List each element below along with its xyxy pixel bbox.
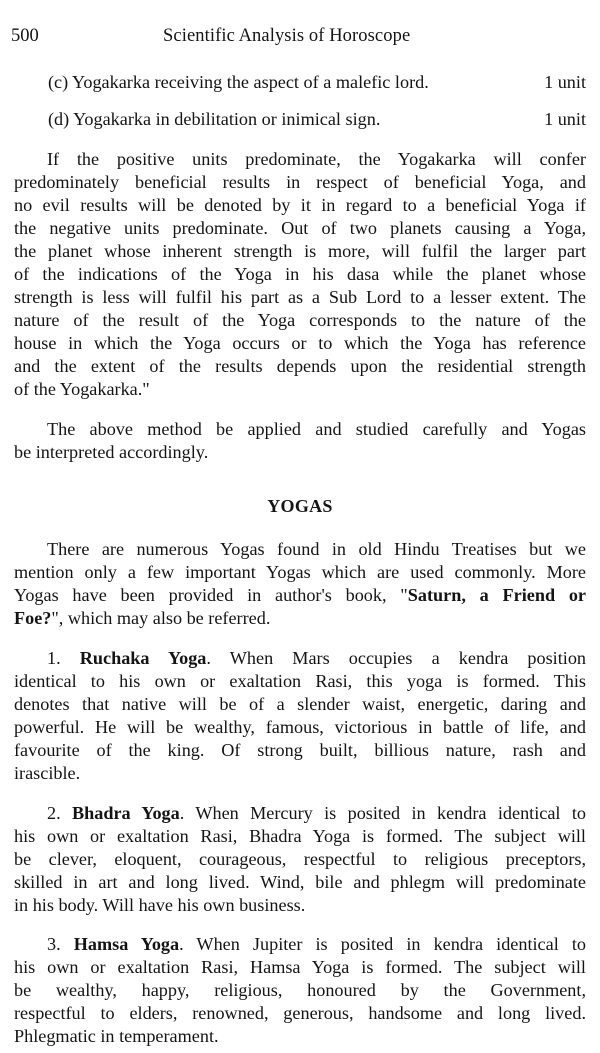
text-run: . When Mercury is posited in kendra identical to bbox=[179, 803, 586, 823]
paragraph-line: mention only a few important Yogas which are used commonly. More bbox=[14, 562, 586, 582]
text-run: . When Mars occupies a kendra position bbox=[206, 648, 587, 668]
paragraph-line: strength is less will fulfil his part as a Sub Lord to a lesser extent. The bbox=[14, 287, 586, 307]
paragraph-line: house in which the Yoga occurs or to which the Yoga has reference bbox=[14, 333, 586, 353]
paragraph-line: identical to his own or exaltation Rasi, this yoga is formed. This bbox=[14, 671, 586, 691]
paragraph-line: respectful to elders, renowned, generous, handsome and long lived. bbox=[14, 1003, 586, 1023]
paragraph-line: of the Yogakarka." bbox=[14, 379, 150, 399]
paragraph-line: irascible. bbox=[14, 763, 81, 783]
yoga-name: Hamsa Yoga bbox=[73, 934, 180, 954]
yoga-name: Bhadra Yoga bbox=[72, 803, 180, 823]
paragraph-line: the planet whose inherent strength is more, will fulfil the larger part bbox=[14, 241, 586, 261]
section-heading-yogas: YOGAS bbox=[267, 496, 333, 516]
paragraph-line bbox=[47, 802, 586, 825]
paragraph-line: The above method be applied and studied carefully and Yogas bbox=[47, 419, 586, 439]
paragraph-line bbox=[14, 584, 586, 607]
paragraph-line: denotes that native will be of a slender waist, energetic, daring and bbox=[14, 694, 586, 714]
page-number: 500 bbox=[11, 26, 39, 46]
paragraph-line: There are numerous Yogas found in old Hindu Treatises but we bbox=[47, 539, 586, 559]
paragraph-line: the negative units predominate. Out of two planets causing a Yoga, bbox=[14, 218, 586, 238]
book-title: Foe? bbox=[14, 608, 52, 628]
paragraph-line: skilled in art and long lived. Wind, bile and phlegm will predominate bbox=[14, 872, 586, 892]
unit-item-value: 1 unit bbox=[544, 72, 586, 92]
paragraph-line: his own or exaltation Rasi, Hamsa Yoga is formed. The subject will bbox=[14, 957, 586, 977]
book-title: Saturn, a Friend or bbox=[407, 585, 587, 605]
paragraph-line: be wealthy, happy, religious, honoured by the Government, bbox=[14, 980, 586, 1000]
paragraph-line: be interpreted accordingly. bbox=[14, 442, 209, 462]
unit-item-d bbox=[48, 108, 586, 131]
paragraph-line bbox=[47, 647, 586, 670]
paragraph-line: Phlegmatic in temperament. bbox=[14, 1026, 219, 1046]
text-run: ", which may also be referred. bbox=[51, 608, 271, 628]
paragraph-line: favourite of the king. Of strong built, billious nature, rash and bbox=[14, 740, 586, 760]
paragraph-line: and the extent of the results depends upon the residential strength bbox=[14, 356, 586, 376]
running-title: Scientific Analysis of Horoscope bbox=[163, 26, 411, 46]
paragraph-line: be clever, eloquent, courageous, respectful to religious preceptors, bbox=[14, 849, 586, 869]
unit-item-text: (d) Yogakarka in debilitation or inimical sign. bbox=[48, 109, 381, 129]
paragraph-line: in his body. Will have his own business. bbox=[14, 895, 306, 915]
paragraph-line: nature of the result of the Yoga corresponds to the nature of the bbox=[14, 310, 586, 330]
paragraph-line: powerful. He will be wealthy, famous, victorious in battle of life, and bbox=[14, 717, 586, 737]
paragraph-line: predominately beneficial results in respect of beneficial Yoga, and bbox=[14, 172, 586, 192]
paragraph-line: of the indications of the Yoga in his dasa while the planet whose bbox=[14, 264, 586, 284]
paragraph-line: If the positive units predominate, the Yogakarka will confer bbox=[47, 149, 586, 169]
yoga-number: 2. bbox=[47, 803, 61, 823]
unit-item-text: (c) Yogakarka receiving the aspect of a malefic lord. bbox=[48, 72, 429, 92]
text-run: Yogas have been provided in author's book, " bbox=[14, 585, 408, 605]
yoga-number: 3. bbox=[47, 934, 61, 954]
text-run: . When Jupiter is posited in kendra identical to bbox=[179, 934, 586, 954]
unit-item-c bbox=[48, 71, 586, 94]
paragraph-line bbox=[47, 933, 586, 956]
paragraph-line: no evil results will be denoted by it in regard to a beneficial Yoga if bbox=[14, 195, 586, 215]
unit-item-value: 1 unit bbox=[544, 109, 586, 129]
yoga-name: Ruchaka Yoga bbox=[79, 648, 207, 668]
page-header bbox=[11, 26, 591, 50]
yoga-number: 1. bbox=[47, 648, 61, 668]
paragraph-line bbox=[14, 607, 586, 630]
paragraph-line: his own or exaltation Rasi, Bhadra Yoga is formed. The subject will bbox=[14, 826, 586, 846]
